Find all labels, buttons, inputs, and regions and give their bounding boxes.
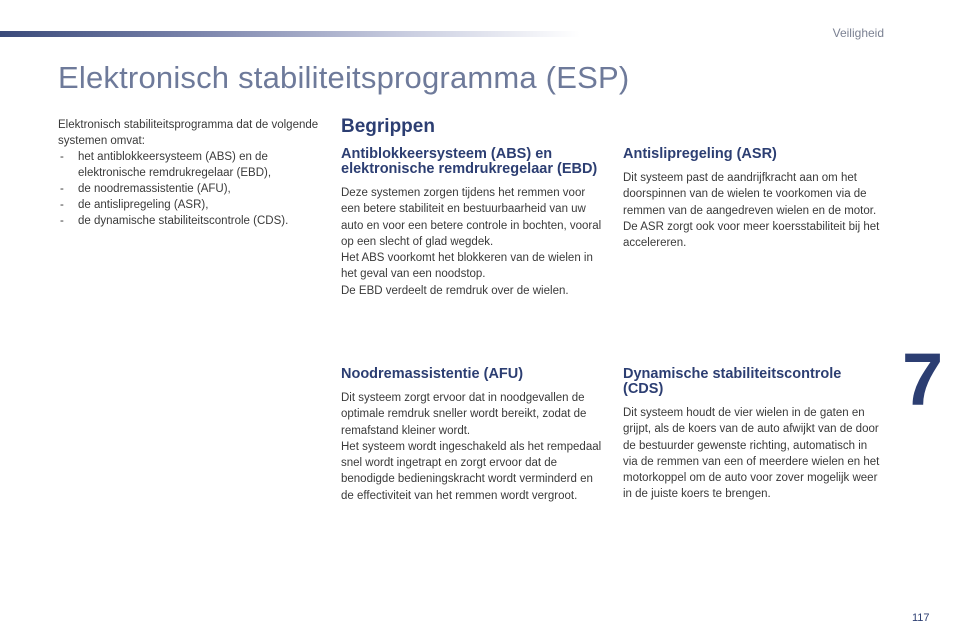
term-afu: [341, 367, 603, 504]
intro-list-item-asr: - de antislipregeling (ASR),: [58, 197, 328, 213]
term-cds-title: Dynamische stabiliteitscontrole (CDS): [623, 366, 842, 397]
intro-list: [58, 149, 328, 229]
section-label: Veiligheid: [832, 26, 884, 40]
intro-list-item-cds: - de dynamische stabiliteitscontrole (CDS).: [58, 213, 328, 229]
term-abs-ebd-title: Antiblokkeersysteem (ABS) en elektronische remdrukregelaar (EBD): [341, 146, 598, 177]
term-abs-ebd-body: Deze systemen zorgen tijdens het remmen voor een betere stabiliteit en bestuurbaarheid van uw auto en voor een betere controle in bochten, vooral op een slecht of glad wegdek. Het ABS voorkomt het blokkeren van de wielen in het geval van een noodstop. De EBD verdeelt de remdruk over de wielen.: [341, 187, 602, 297]
term-asr: [623, 147, 885, 251]
term-asr-title: Antislipregeling (ASR): [623, 146, 777, 162]
term-abs-ebd: [341, 147, 603, 299]
intro-block: [58, 117, 328, 229]
chapter-number: 7: [902, 338, 944, 421]
intro-list-item-afu: - de noodremassistentie (AFU),: [58, 181, 328, 197]
intro-text: Elektronisch stabiliteitsprogramma dat de volgende systemen omvat:: [58, 119, 319, 147]
begrippen-heading: Begrippen: [341, 116, 435, 137]
term-cds: [623, 367, 885, 503]
header-accent-bar: [0, 31, 580, 37]
page-title: Elektronisch stabiliteitsprogramma (ESP): [58, 60, 630, 95]
term-asr-body: Dit systeem past de aandrijfkracht aan om het doorspinnen van de wielen te voorkomen via de remmen van de aangedreven wielen en de motor. De ASR zorgt ook voor meer koersstabiliteit bij het accelereren.: [623, 172, 880, 250]
term-afu-title: Noodremassistentie (AFU): [341, 366, 524, 382]
page-number: 117: [912, 612, 930, 624]
term-afu-body: Dit systeem zorgt ervoor dat in noodgevallen de optimale remdruk sneller wordt bereikt, zodat de remafstand kleiner wordt. Het systeem wordt ingeschakeld als het rempedaal snel wordt ingetrapt en zorgt ervoor dat de benodigde bedieningskracht wordt verminderd en de effectiviteit van het remmen wordt vergroot.: [341, 392, 602, 502]
term-cds-body: Dit systeem houdt de vier wielen in de gaten en grijpt, als de koers van de auto afwijkt van de door de bestuurder gewenste richting, automatisch in via de remmen van een of meerdere wielen en het motorkoppel om de auto voor zover mogelijk weer in de juiste koers te brengen.: [623, 407, 880, 501]
intro-list-item-abs-ebd: - het antiblokkeersysteem (ABS) en de elektronische remdrukregelaar (EBD),: [58, 149, 328, 181]
